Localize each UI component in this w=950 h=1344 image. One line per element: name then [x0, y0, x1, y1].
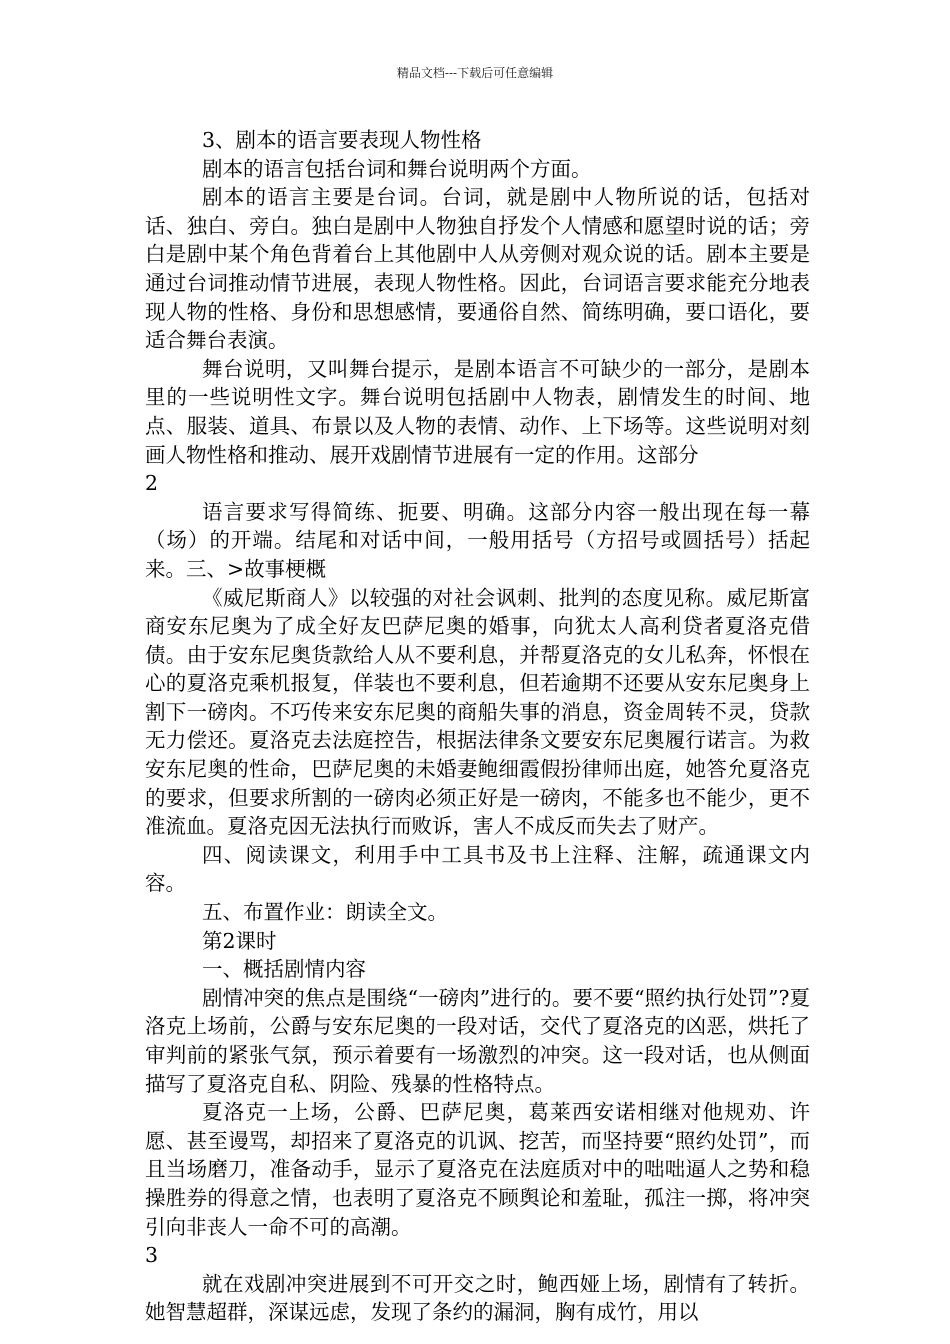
- lesson-heading: 第2课时: [202, 928, 277, 953]
- paragraph: 剧本的语言主要是台词。台词，就是剧中人物所说的话，包括对话、独白、旁白。独白是剧中人物独自抒发个人情感和愿望时说的话；旁白是剧中某个角色背着台上其他剧中人从旁侧对观众说的话。剧本主要是通过台词推动情节进展，表现人物性格。因此，台词语言要求能充分地表现人物的性格、身份和思想感情，要通俗自然、简练明确，要口语化，要适合舞台表演。: [145, 185, 810, 353]
- paragraph: 语言要求写得简练、扼要、明确。这部分内容一般出现在每一幕（场）的开端。结尾和对话中间，一般用括号（方招号或圆括号）括起来。三、>故事梗概: [145, 499, 810, 581]
- paragraph: 四、阅读课文，利用手中工具书及书上注释、注解，疏通课文内容。: [145, 842, 810, 896]
- section-heading: 一、概括剧情内容: [202, 957, 366, 982]
- page-header: 精品文档---下载后可任意编辑: [396, 66, 554, 80]
- paragraph: 《威尼斯商人》以较强的对社会讽刺、批判的态度见称。威尼斯富商安东尼奥为了成全好友巴萨尼奥的婚事，向犹太人高利贷者夏洛克借债。由于安东尼奥货款给人从不要利息，并帮夏洛克的女儿私奔，怀恨在心的夏洛克乘机报复，佯装也不要利息，但若逾期不还要从安东尼奥身上割下一磅肉。不巧传来安东尼奥的商船失事的消息，资金周转不灵，贷款无力偿还。夏洛克去法庭控告，根据法律条文要安东尼奥履行诺言。为救安东尼奥的性命，巴萨尼奥的未婚妻鲍细霞假扮律师出庭，她答允夏洛克的要求，但要求所割的一磅肉必须正好是一磅肉，不能多也不能少，更不准流血。夏洛克因无法执行而败诉，害人不成反而失去了财产。: [145, 585, 810, 839]
- page-number: 3: [145, 1243, 159, 1268]
- paragraph: 舞台说明，又叫舞台提示，是剧本语言不可缺少的一部分，是剧本里的一些说明性文字。舞台说明包括剧中人物表，剧情发生的时间、地点、服装、道具、布景以及人物的表情、动作、上下场等。这些说明对刻画人物性格和推动、展开戏剧情节进展有一定的作用。这部分: [145, 356, 810, 467]
- paragraph: 五、布置作业：朗读全文。: [202, 900, 448, 925]
- paragraph: 就在戏剧冲突进展到不可开交之时，鲍西娅上场，剧情有了转折。她智慧超群，深谋远虑，发现了条约的漏洞，胸有成竹，用以: [145, 1271, 810, 1325]
- paragraph: 剧本的语言包括台词和舞台说明两个方面。: [202, 156, 592, 181]
- paragraph: 剧情冲突的焦点是围绕“一磅肉”进行的。要不要“照约执行处罚”?夏洛克上场前，公爵与安东尼奥的一段对话，交代了夏洛克的凶恶，烘托了审判前的紧张气氛，预示着要有一场激烈的冲突。这一段对话，也从侧面描写了夏洛克自私、阴险、残暴的性格特点。: [145, 985, 810, 1096]
- document-body: [145, 126, 810, 1327]
- paragraph: 夏洛克一上场，公爵、巴萨尼奥，葛莱西安诺相继对他规劝、许愿、甚至谩骂，却招来了夏洛克的讥讽、挖苦，而坚持要“照约处罚”，而且当场磨刀，准备动手，显示了夏洛克在法庭质对中的咄咄逼人之势和稳操胜券的得意之情，也表明了夏洛克不顾舆论和羞耻，孤注一掷，将冲突引向非丧人一命不可的高潮。: [145, 1100, 810, 1239]
- section-heading: 3、剧本的语言要表现人物性格: [202, 128, 482, 152]
- page-number: 2: [145, 471, 159, 496]
